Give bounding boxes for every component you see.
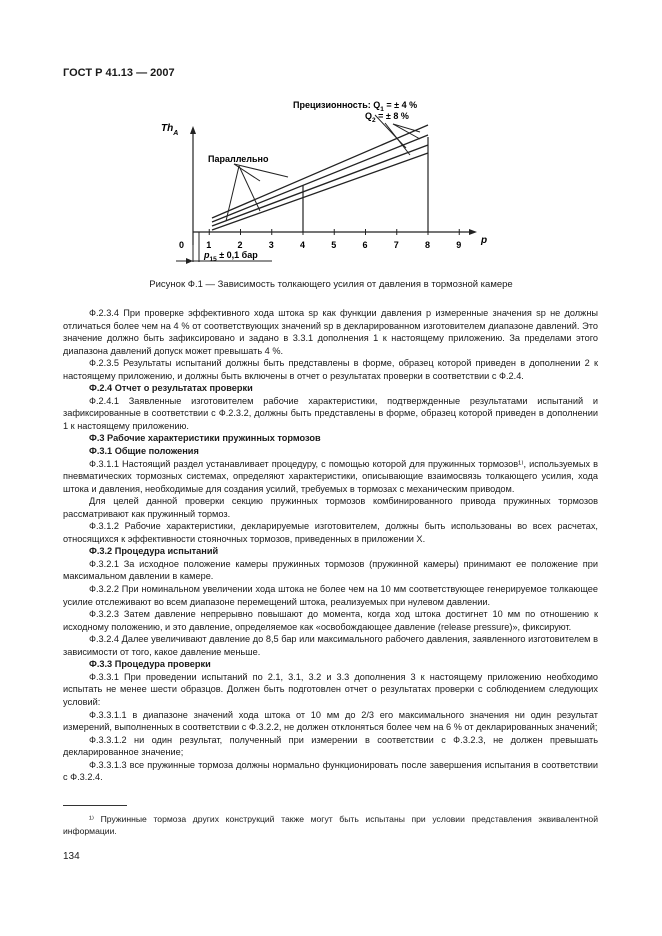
paragraph: Ф.3.3.1.3 все пружинные тормоза должны нормально функционировать после завершения испытания в соответствии с Ф.3.2.4. <box>63 759 598 783</box>
x-tick-label: 6 <box>362 240 368 250</box>
paragraph: Ф.3.1.1 Настоящий раздел устанавливает процедуру, с помощью которой для пружинных тормозов¹⁾, используемых в пневматических тормозных системах, определяют характеристики, описывающие взаимосвязь толкающего усилия, хода штока и давления, необходимые для создания усилий, требуемых в тормозах с механическим приводом. <box>63 458 598 494</box>
x-tick-label: 5 <box>331 240 337 250</box>
x-tick-label: 9 <box>456 240 462 250</box>
paragraph: Для целей данной проверки секцию пружинных тормозов комбинированного привода пружинных тормозов рассматривают как пружинный тормоз. <box>63 496 598 519</box>
paragraph: Ф.2.4.1 Заявленные изготовителем рабочие характеристики, подтвержденные результатами испытаний и зафиксированные в соответствии с Ф.2.3.2, должны быть представлены в форме, образец которой приведен в дополнении 1 к настоящему приложению. <box>63 395 598 431</box>
label-pressure: $p_{15} \pm 0,1$ бар <box>204 250 258 263</box>
label-parallel: Параллельно <box>208 154 269 164</box>
paragraph: Ф.3.3.1.2 ни один результат, полученный при измерении в соответствии с Ф.3.2.3, не должен превышать декларированное значение; <box>63 734 598 758</box>
label-precision-2: $Q_2$ = ± 8 % <box>365 111 409 124</box>
pressure-arrow <box>186 258 193 264</box>
footnote-separator <box>63 805 127 806</box>
leader-parallel-3 <box>226 166 239 221</box>
x-tick-label: 2 <box>237 240 243 250</box>
x-axis-arrow <box>469 229 477 235</box>
paragraph: Ф.3.2.3 Затем давление непрерывно повышают до момента, когда ход штока достигнет 10 мм по отношению к исходному положению, и это давление, определяемое как «освобождающее давление (release pressure)», фиксируют. <box>63 609 598 632</box>
x-tick-label: 4 <box>300 240 306 250</box>
document-id: ГОСТ Р 41.13 — 2007 <box>63 67 175 79</box>
label-precision-1: Прецизионность: $Q_1$ = ± 4 % <box>293 100 418 113</box>
pushrod-force-chart <box>160 95 500 270</box>
leader-precision-3 <box>393 124 420 139</box>
leader-precision-4 <box>393 124 420 132</box>
paragraph: Ф.2.3.4 При проверке эффективного хода штока sp как функции давления p измеренные значения sp не должны отличаться более чем на 4 % от соответствующих значений sp в декларированном изготовителем диапазоне давлений. Это значение должно быть зафиксировано и задано в 3.3.1 дополнения 1 к настоящему приложению. За пределами этого диапазона давлений допуск может превышать 4 %. <box>63 308 598 356</box>
leader-parallel-4 <box>239 166 260 211</box>
paragraph: Ф.2.3.5 Результаты испытаний должны быть представлены в форме, образец которой приведен в дополнении 2 к настоящему приложению, и должны быть включены в отчет о результатах проверки в соответствии с Ф.2.4. <box>63 358 598 381</box>
paragraph: Ф.3.3.1 При проведении испытаний по 2.1, 3.1, 3.2 и 3.3 дополнения 3 к настоящему приложению необходимо испытать не менее шести образцов. Должен быть подготовлен отчет о результатах проверки с соблюдением следующих условий: <box>63 671 598 707</box>
y-axis-label: $Th_A$ <box>161 123 179 137</box>
section-heading: Ф.3.1 Общие положения <box>89 446 199 457</box>
figure-caption: Рисунок Ф.1 — Зависимость толкающего усилия от давления в тормозной камере <box>149 279 513 290</box>
body-text <box>63 307 598 784</box>
force-line-4 <box>212 153 428 230</box>
y-axis-arrow <box>190 126 196 134</box>
x-tick-label: 8 <box>425 240 431 250</box>
section-heading: Ф.3 Рабочие характеристики пружинных тормозов <box>89 433 321 444</box>
force-line-1 <box>212 125 428 218</box>
x-tick-label: 0 <box>179 240 185 250</box>
x-tick-label: 7 <box>393 240 399 250</box>
paragraph: Ф.3.1.2 Рабочие характеристики, декларируемые изготовителем, должны быть использованы во всех расчетах, относящихся к эффективности стояночных тормозов, приведенных в приложении Х. <box>63 521 598 544</box>
section-heading: Ф.3.2 Процедура испытаний <box>89 546 219 557</box>
paragraph: Ф.3.2.2 При номинальном увеличении хода штока не более чем на 10 мм соответствующее генерируемое толкающее усилие отслеживают во всем диапазоне перемещений штока, реализуемых при нулевом давлении. <box>63 584 598 607</box>
paragraph: Ф.3.3.1.1 в диапазоне значений хода штока от 10 мм до 2/3 его максимального значения ни один результат измерений, выполненных в соответствии с Ф.3.2.2, не должен отклоняться более чем на 6 % от декларированных значений; <box>63 709 598 733</box>
section-heading: Ф.2.4 Отчет о результатах проверки <box>89 383 253 394</box>
footnote: ¹⁾ Пружинные тормоза других конструкций также могут быть испытаны при условии представления эквивалентной информации. <box>63 814 598 836</box>
leader-parallel-2 <box>234 164 288 177</box>
paragraph: Ф.3.2.4 Далее увеличивают давление до 8,5 бар или максимального рабочего давления, заявленного изготовителем в зависимости от того, какое давление меньше. <box>63 634 598 657</box>
section-heading: Ф.3.3 Процедура проверки <box>89 659 211 670</box>
x-tick-label: 1 <box>206 240 212 250</box>
paragraph: Ф.3.2.1 За исходное положение камеры пружинных тормозов (пружинной камеры) принимают ее положение при максимальном давлении в камере. <box>63 558 598 582</box>
page-number: 134 <box>63 851 80 862</box>
x-axis-label: p <box>481 235 488 246</box>
x-tick-label: 3 <box>268 240 274 250</box>
